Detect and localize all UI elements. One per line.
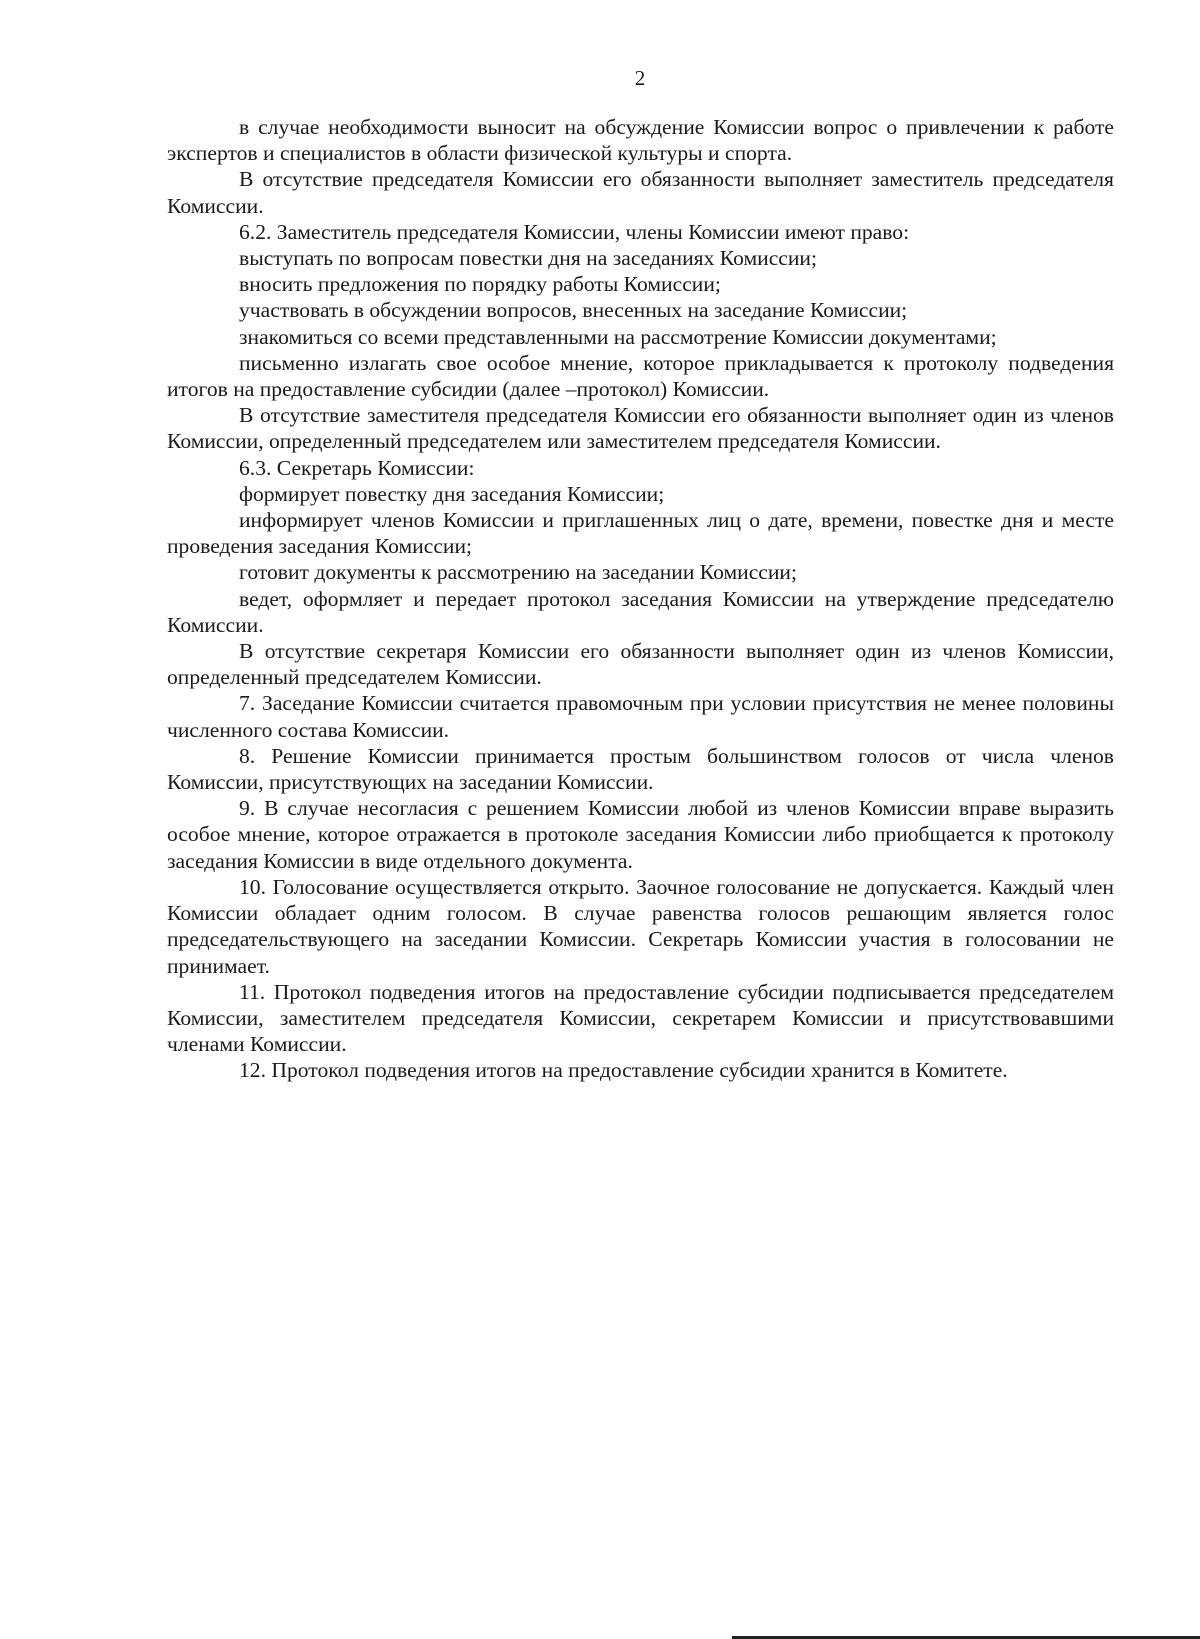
- paragraph: 10. Голосование осуществляется открыто. Заочное голосование не допускается. Каждый член Комиссии обладает одним голосом. В случае равенства голосов решающим является голос председательствующего на заседании Комиссии. Секретарь Комиссии участия в голосовании не принимает.: [167, 874, 1114, 978]
- paragraph: знакомиться со всеми представленными на рассмотрение Комиссии документами;: [239, 324, 997, 349]
- paragraph: в случае необходимости выносит на обсуждение Комиссии вопрос о привлечении к работе экспертов и специалистов в области физической культуры и спорта.: [167, 115, 1114, 166]
- paragraph: письменно излагать свое особое мнение, которое прикладывается к протоколу подведения итогов на предоставление субсидии (далее –протокол) Комиссии.: [167, 350, 1114, 402]
- page-number: 2: [634, 66, 646, 90]
- paragraph: 11. Протокол подведения итогов на предоставление субсидии подписывается председателем Комиссии, заместителем председателя Комиссии, секретарем Комиссии и присутствовавшими членами Комиссии.: [167, 979, 1114, 1057]
- paragraph: ведет, оформляет и передает протокол заседания Комиссии на утверждение председателю Комиссии.: [167, 586, 1114, 637]
- paragraph: формирует повестку дня заседания Комиссии;: [239, 481, 665, 506]
- paragraph: В отсутствие председателя Комиссии его обязанности выполняет заместитель председателя Комиссии.: [167, 167, 1114, 218]
- paragraph: В отсутствие секретаря Комиссии его обязанности выполняет один из членов Комиссии, определенный председателем Комиссии.: [167, 639, 1114, 690]
- paragraph: вносить предложения по порядку работы Комиссии;: [239, 272, 721, 297]
- paragraph: 6.2. Заместитель председателя Комиссии, члены Комиссии имеют право:: [239, 219, 910, 244]
- paragraph: 8. Решение Комиссии принимается простым большинством голосов от числа членов Комиссии, присутствующих на заседании Комиссии.: [167, 743, 1114, 795]
- paragraph: информирует членов Комиссии и приглашенных лиц о дате, времени, повестке дня и месте проведения заседания Комиссии;: [167, 508, 1114, 559]
- paragraph: В отсутствие заместителя председателя Комиссии его обязанности выполняет один из членов Комиссии, определенный председателем или заместителем председателя Комиссии.: [167, 403, 1114, 454]
- paragraph: 7. Заседание Комиссии считается правомочным при условии присутствия не менее половины численного состава Комиссии.: [167, 691, 1114, 742]
- paragraph: готовит документы к рассмотрению на заседании Комиссии;: [239, 560, 797, 585]
- paragraph: 12. Протокол подведения итогов на предоставление субсидии хранится в Комитете.: [239, 1058, 1008, 1083]
- paragraph: 9. В случае несогласия с решением Комиссии любой из членов Комиссии вправе выразить особое мнение, которое отражается в протоколе заседания Комиссии либо приобщается к протоколу заседания Комиссии в виде отдельного документа.: [167, 796, 1114, 873]
- paragraph: 6.3. Секретарь Комиссии:: [239, 455, 475, 480]
- document-body: [167, 114, 1114, 1084]
- paragraph: выступать по вопросам повестки дня на заседаниях Комиссии;: [239, 246, 817, 271]
- paragraph: участвовать в обсуждении вопросов, внесенных на заседание Комиссии;: [239, 298, 908, 323]
